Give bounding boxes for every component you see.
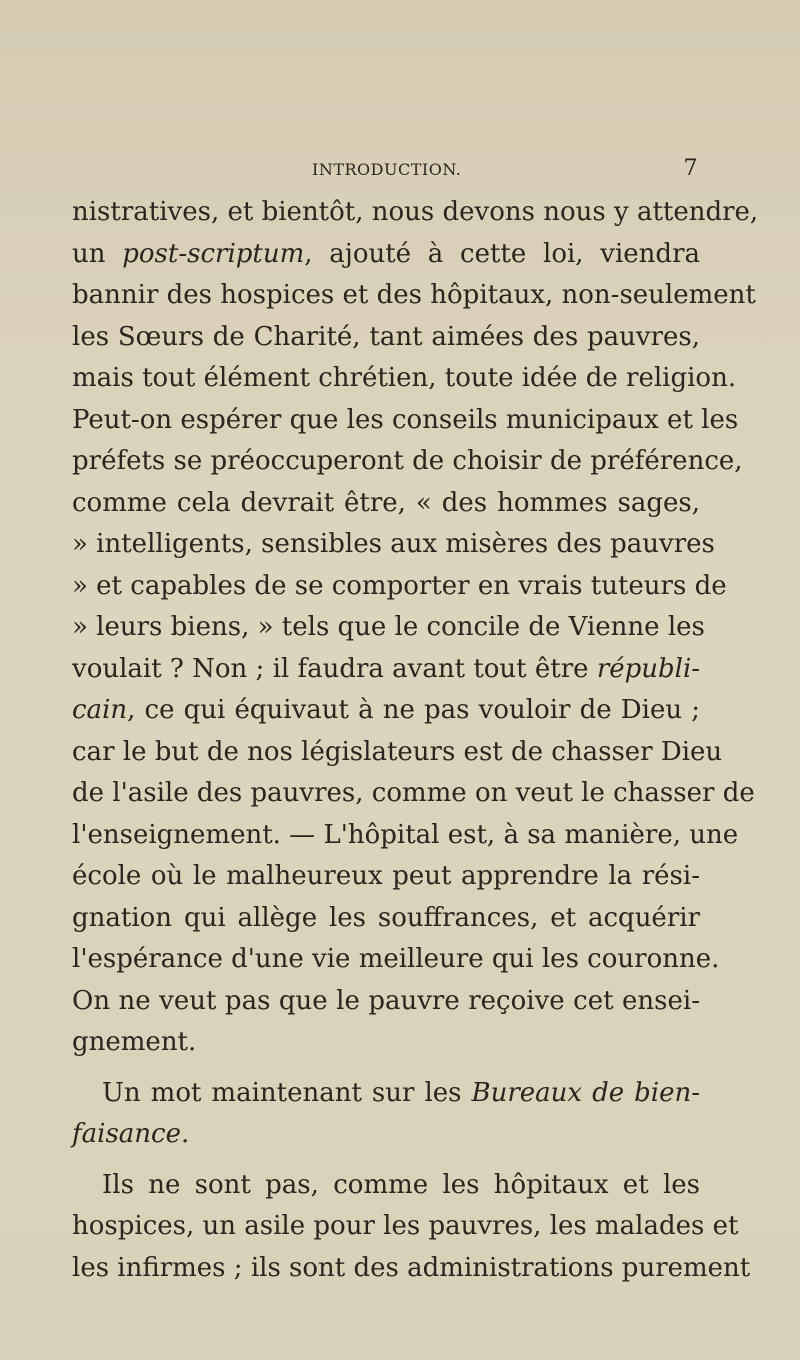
text-line: les Sœurs de Charité, tant aimées des pauvres, [72, 321, 700, 352]
text-line: de l'asile des pauvres, comme on veut le chasser de [72, 778, 755, 808]
text-line: Un mot maintenant sur les Bureaux de bien- [102, 1077, 700, 1108]
text-line: Peut-on espérer que les conseils municipaux et les [72, 404, 739, 435]
text-line [72, 1114, 700, 1156]
text-line: école où le malheureux peut apprendre la rési- [72, 861, 700, 891]
text-line: un post-scriptum, ajouté à cette loi, viendra [72, 238, 700, 269]
text-line: On ne veut pas que le pauvre reçoive cet ensei- [72, 985, 700, 1016]
page-number: 7 [683, 156, 698, 181]
text-line: mais tout élément chrétien, toute idée de religion. [72, 363, 737, 393]
text-line: l'enseignement. — L'hôpital est, à sa manière, une [72, 819, 739, 850]
text-line: les infirmes ; ils sont des administrations purement [72, 1252, 751, 1283]
italic-term: post-scriptum [122, 238, 305, 269]
text-line: » leurs biens, » tels que le concile de Vienne les [72, 612, 705, 642]
text-line: voulait ? Non ; il faudra avant tout être républi- [72, 653, 701, 684]
paragraph-2 [72, 1073, 700, 1156]
italic-term: Bureaux de bien- [471, 1077, 700, 1108]
text-line: comme cela devrait être, « des hommes sages, [72, 487, 700, 518]
text-line: gnement. [72, 1027, 197, 1057]
text-line: car le but de nos législateurs est de chasser Dieu [72, 736, 723, 767]
text-line: hospices, un asile pour les pauvres, les malades et [72, 1211, 739, 1241]
paragraph-3 [72, 1165, 751, 1290]
paragraph-gap [72, 1156, 700, 1165]
running-title: INTRODUCTION. [312, 160, 462, 179]
text-line: » intelligents, sensibles aux misères des pauvres [72, 529, 715, 559]
body-text [72, 192, 759, 1289]
text-line: bannir des hospices et des hôpitaux, non-seulement [72, 280, 756, 310]
italic-term: républi- [596, 653, 701, 684]
text-line: nistratives, et bientôt, nous devons nous y attendre, [72, 197, 759, 227]
text-line: préfets se préoccuperont de choisir de préférence, [72, 446, 743, 476]
page-header [72, 158, 704, 184]
italic-term: faisance. [72, 1119, 190, 1149]
text-line: gnation qui allège les souffrances, et acquérir [72, 902, 700, 933]
text-line: l'espérance d'une vie meilleure qui les couronne. [72, 944, 720, 974]
paragraph-1 [72, 192, 759, 1064]
text-line: cain, ce qui équivaut à ne pas vouloir de Dieu ; [72, 695, 700, 725]
text-line: » et capables de se comporter en vrais tuteurs de [72, 570, 727, 601]
paragraph-gap [72, 1064, 700, 1073]
italic-term: cain [72, 695, 128, 725]
text-line: Ils ne sont pas, comme les hôpitaux et les [102, 1169, 700, 1200]
